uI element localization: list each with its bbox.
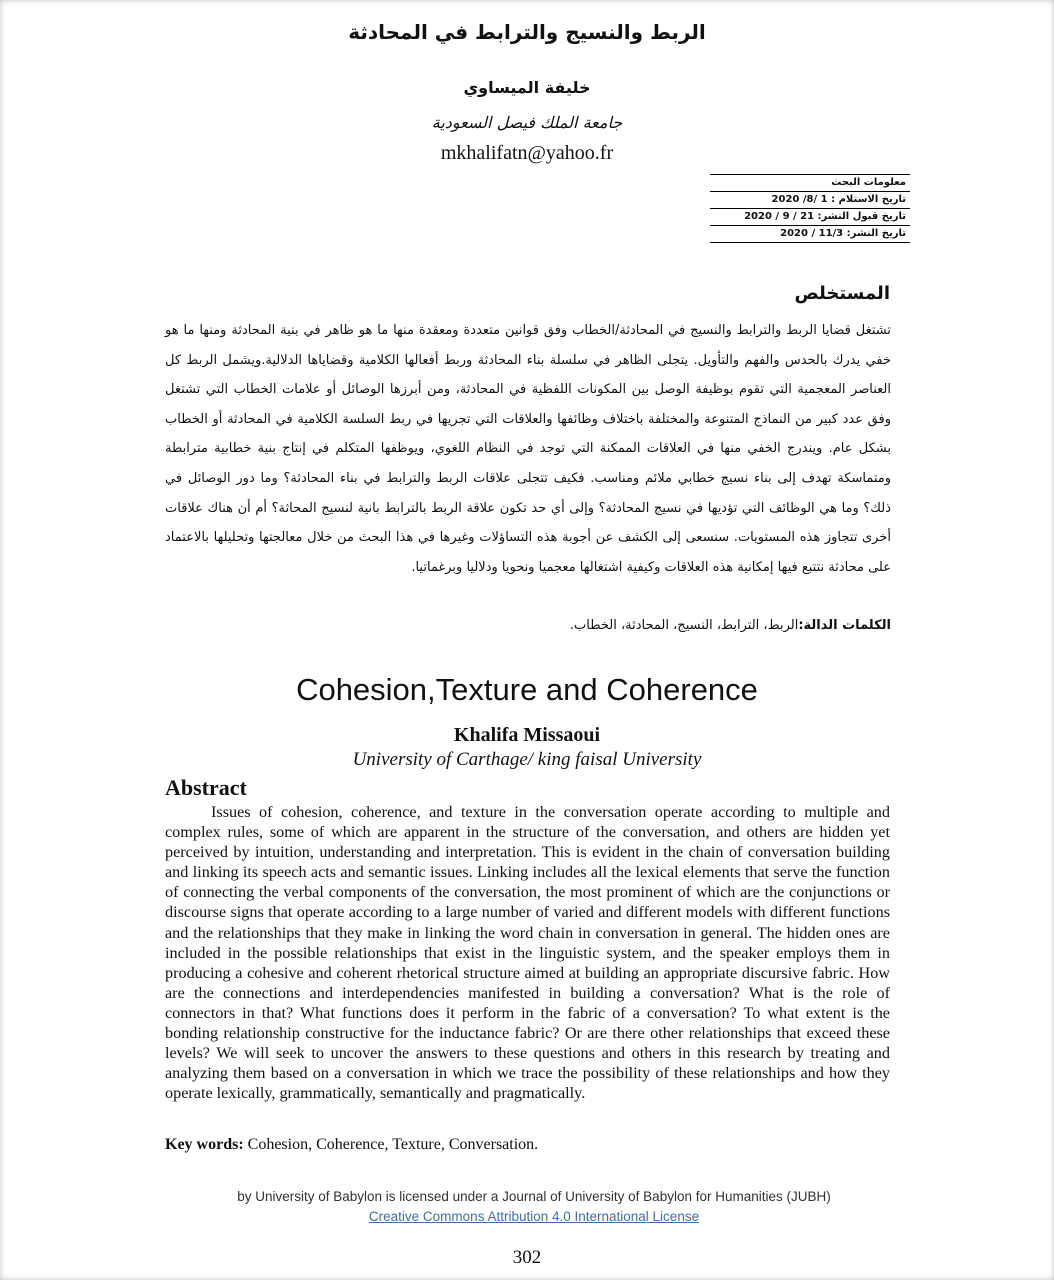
english-keywords-label: Key words: bbox=[165, 1136, 244, 1153]
arabic-title: الربط والنسيج والترابط في المحادثة bbox=[348, 20, 706, 44]
english-keywords bbox=[165, 1136, 890, 1154]
arabic-abstract-heading: المستخلص bbox=[794, 283, 890, 304]
page-number: 302 bbox=[512, 1247, 542, 1268]
info-received-date: تاريخ الاستلام : 1 /8/ 2020 bbox=[710, 191, 910, 208]
arabic-affiliation: جامعة الملك فيصل السعودية bbox=[431, 113, 623, 132]
english-keywords-list: Cohesion, Coherence, Texture, Conversation. bbox=[247, 1136, 539, 1153]
license-text: by University of Babylon is licensed under a Journal of University of Babylon for Humanities (JUBH) bbox=[237, 1189, 831, 1204]
english-abstract: Issues of cohesion, coherence, and texture in the conversation operate according to multiple and complex rules, some of which are apparent in the structure of the conversation, and others are hidden yet perceived by intuition, understanding and interpretation. This is evident in the chain of conversation building and linking its speech acts and semantic issues. Linking includes all the lexical elements that serve the function of connecting the verbal components of the conversation, the most prominent of which are the conjunctions or discourse signs that operate according to a large number of varied and different models with different functions and the relationships that they make in linking the word chain in conversation in general. The hidden ones are included in the possible relationships that exist in the linguistic system, and the speaker employs them in producing a cohesive and coherent rhetorical structure aimed at building an appropriate discursive fabric. How are the connections and interdependencies manifested in building a conversation? What is the role of connectors in that? What functions does it perform in the fabric of a conversation? To what extent is the bonding relationship constructive for the inductance fabric? Or are there other relationships that exceed these levels? We will seek to uncover the answers to these questions and others in this research by treating and analyzing them based on a conversation in which we trace the possibility of these relationships and how they operate lexically, grammatically, semantically and pragmatically. bbox=[165, 803, 890, 1103]
arabic-keywords-list: الربط، الترابط، النسيج، المحادثة، الخطاب. bbox=[569, 618, 799, 633]
info-accepted-date: تاريخ قبول النشر: 21 / 9 / 2020 bbox=[710, 208, 910, 225]
author-email: mkhalifatn@yahoo.fr bbox=[440, 142, 614, 164]
info-heading: معلومات البحث bbox=[710, 174, 910, 191]
english-title: Cohesion,Texture and Coherence bbox=[296, 672, 758, 707]
research-info-box bbox=[710, 174, 910, 243]
english-author: Khalifa Missaoui bbox=[453, 724, 601, 746]
arabic-abstract: تشتغل قضايا الربط والترابط والنسيج في المحادثة/الخطاب وفق قوانين متعددة ومعقدة منها ما هو ظاهر في بنية المحادثة ومنها ما هو خفي يدرك بالحدس والفهم والتأويل. يتجلى الظاهر في سلسلة بناء المحادثة وربط أفعالها الكلامية وقضاياها الدلالية.ويشمل الربط كل العناصر المعجمية التي تقوم بوظيفة الوصل بين المكونات اللفظية في المحادثة، ومن أبرزها الوصائل أو علامات الخطاب التي تشتغل وفق عدد كبير من النماذج المتنوعة والمختلفة باختلاف وظائفها والعلاقات التي تجريها في ربط السلسة الكلامية في المحادثة أو الخطاب بشكل عام. ويندرج الخفي منها في العلاقات الممكنة التي توجد في النظام اللغوي، ويوظفها المتكلم في إنتاج بنية خطابية مترابطة ومتماسكة تهدف إلى بناء نسيج خطابي ملائم ومناسب. فكيف تتجلى علاقات الربط والترابط في بناء المحادثة؟ وما دور الوصائل في ذلك؟ وما هي الوظائف التي تؤديها في نسيج المحادثة؟ وإلى أي حد تكون علاقة الربط بالترابط بانية لنسيج المحاثة؟ أم أن هناك علاقات أخرى تتجاوز هذه المستويات. سنسعى إلى الكشف عن أجوبة هذه التساؤلات وغيرها في هذا البحث من خلال معالجتها وتحليلها بالاعتماد على محادثة نتتبع فيها إمكانية هذه العلاقات وكيفية اشتغالها معجميا ونحويا ودلاليا وبرغماتيا. bbox=[165, 323, 891, 575]
english-affiliation: University of Carthage/ king faisal University bbox=[352, 749, 702, 770]
info-published-date: تاريخ النشر: 11/3 / 2020 bbox=[710, 225, 910, 243]
english-abstract-heading: Abstract bbox=[165, 775, 247, 800]
arabic-keywords-label: الكلمات الدالة: bbox=[798, 618, 891, 633]
license-link[interactable]: Creative Commons Attribution 4.0 International License bbox=[368, 1209, 700, 1224]
arabic-keywords bbox=[165, 618, 891, 633]
arabic-author: خليفة الميساوي bbox=[463, 78, 591, 97]
